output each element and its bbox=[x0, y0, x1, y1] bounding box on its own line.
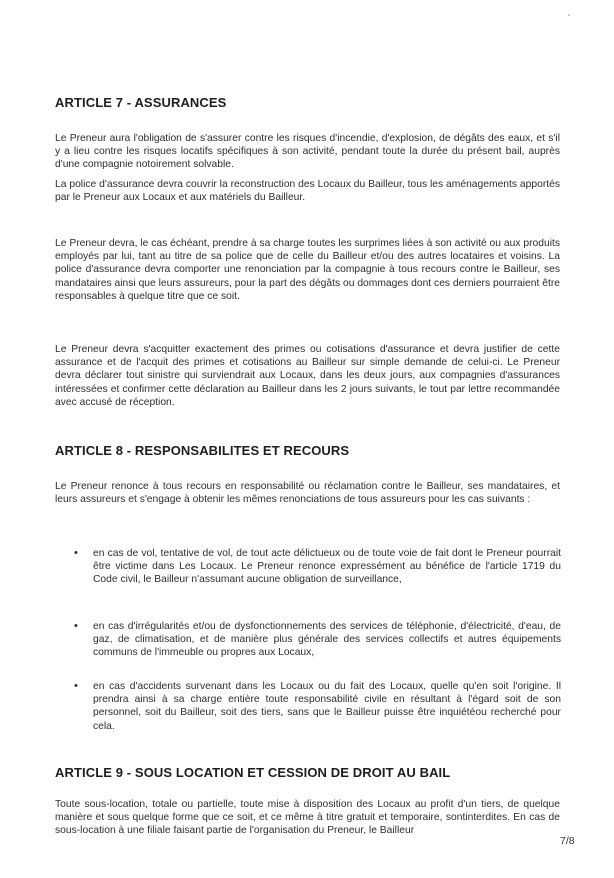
scan-speck bbox=[568, 14, 570, 16]
bullet-marker: • bbox=[74, 620, 78, 632]
article-9-paragraph-1: Toute sous-location, totale ou partielle, toute mise à disposition des Locaux au profit d'un tiers, de quelque manière et sous quelque forme que ce soit, et ce même à titre gratuit et temporaire, sontinterdites. En cas de sous-location à une filiale faisant partie de l'organisation du Preneur, le Bailleur bbox=[55, 799, 560, 837]
article-8-bullet-2: en cas d'irrégularités et/ou de dysfonctionnements des services de téléphonie, d'électricité, d'eau, de gaz, de climatisation, et de manière plus générale des services collectifs et autres équipements communs de l'immeuble ou propres aux Locaux, bbox=[93, 621, 561, 659]
bullet-marker: • bbox=[74, 680, 78, 692]
page-number: 7/8 bbox=[560, 835, 575, 847]
article-7-paragraph-4: Le Preneur devra s'acquitter exactement des primes ou cotisations d'assurance et devra justifier de cette assurance et de l'acquit des primes et cotisations au Bailleur sur simple demande de celui-ci. Le Preneur devra déclarer tout sinistre qui surviendrait aux Locaux, dans les deux jours, aux compagnies d'assurances intéressées et confirmer cette déclaration au Bailleur dans les 2 jours suivants, le tout par lettre recommandée avec accusé de réception. bbox=[55, 344, 560, 408]
article-8-bullet-3: en cas d'accidents survenant dans les Locaux ou du fait des Locaux, quelle qu'en soit l'origine. Il prendra ainsi à sa charge entière toute responsabilité civile en résultant à l'égard soit de son personnel, soit du Bailleur, soit des tiers, sans que le Bailleur puisse être inquiétéou recherché pour cela. bbox=[93, 681, 561, 732]
article-8-bullet-1: en cas de vol, tentative de vol, de tout acte délictueux ou de toute voie de fait dont le Preneur pourrait être victime dans Les Locaux. Le Preneur renonce expressément au bénéfice de l'article 1719 du Code civil, le Bailleur n'assumant aucune obligation de surveillance, bbox=[93, 548, 561, 586]
article-7-paragraph-3: Le Preneur devra, le cas échéant, prendre à sa charge toutes les surprimes liées à son activité ou aux produits employés par lui, tant au titre de sa police que de celle du Bailleur et/ou des autres locataires et voisins. La police d'assurance devra comporter une renonciation par la compagnie à tous recours contre le Bailleur, ses mandataires ainsi que leurs assureurs, pour la part des dégâts ou dommages dont ces derniers pourraient être responsables à quelque titre que ce soit. bbox=[55, 238, 560, 302]
article-9-heading: ARTICLE 9 - SOUS LOCATION ET CESSION DE DROIT AU BAIL bbox=[55, 765, 451, 780]
article-7-paragraph-1: Le Preneur aura l'obligation de s'assurer contre les risques d'incendie, d'explosion, de dégâts des eaux, et s'il y a lieu contre les risques locatifs spécifiques à son activité, pendant toute la durée du présent bail, auprès d'une compagnie notoirement solvable. bbox=[55, 133, 560, 171]
bullet-marker: • bbox=[74, 547, 78, 559]
article-7-paragraph-2: La police d'assurance devra couvrir la reconstruction des Locaux du Bailleur, tous les aménagements apportés par le Preneur aux Locaux et aux matériels du Bailleur. bbox=[55, 179, 560, 204]
article-8-paragraph-1: Le Preneur renonce à tous recours en responsabilité ou réclamation contre le Bailleur, ses mandataires, et leurs assureurs et s'engage à obtenir les mêmes renonciations de tous assureurs pour les cas suivants : bbox=[55, 481, 560, 506]
article-7-heading: ARTICLE 7 - ASSURANCES bbox=[55, 95, 227, 110]
article-8-heading: ARTICLE 8 - RESPONSABILITES ET RECOURS bbox=[55, 443, 350, 458]
